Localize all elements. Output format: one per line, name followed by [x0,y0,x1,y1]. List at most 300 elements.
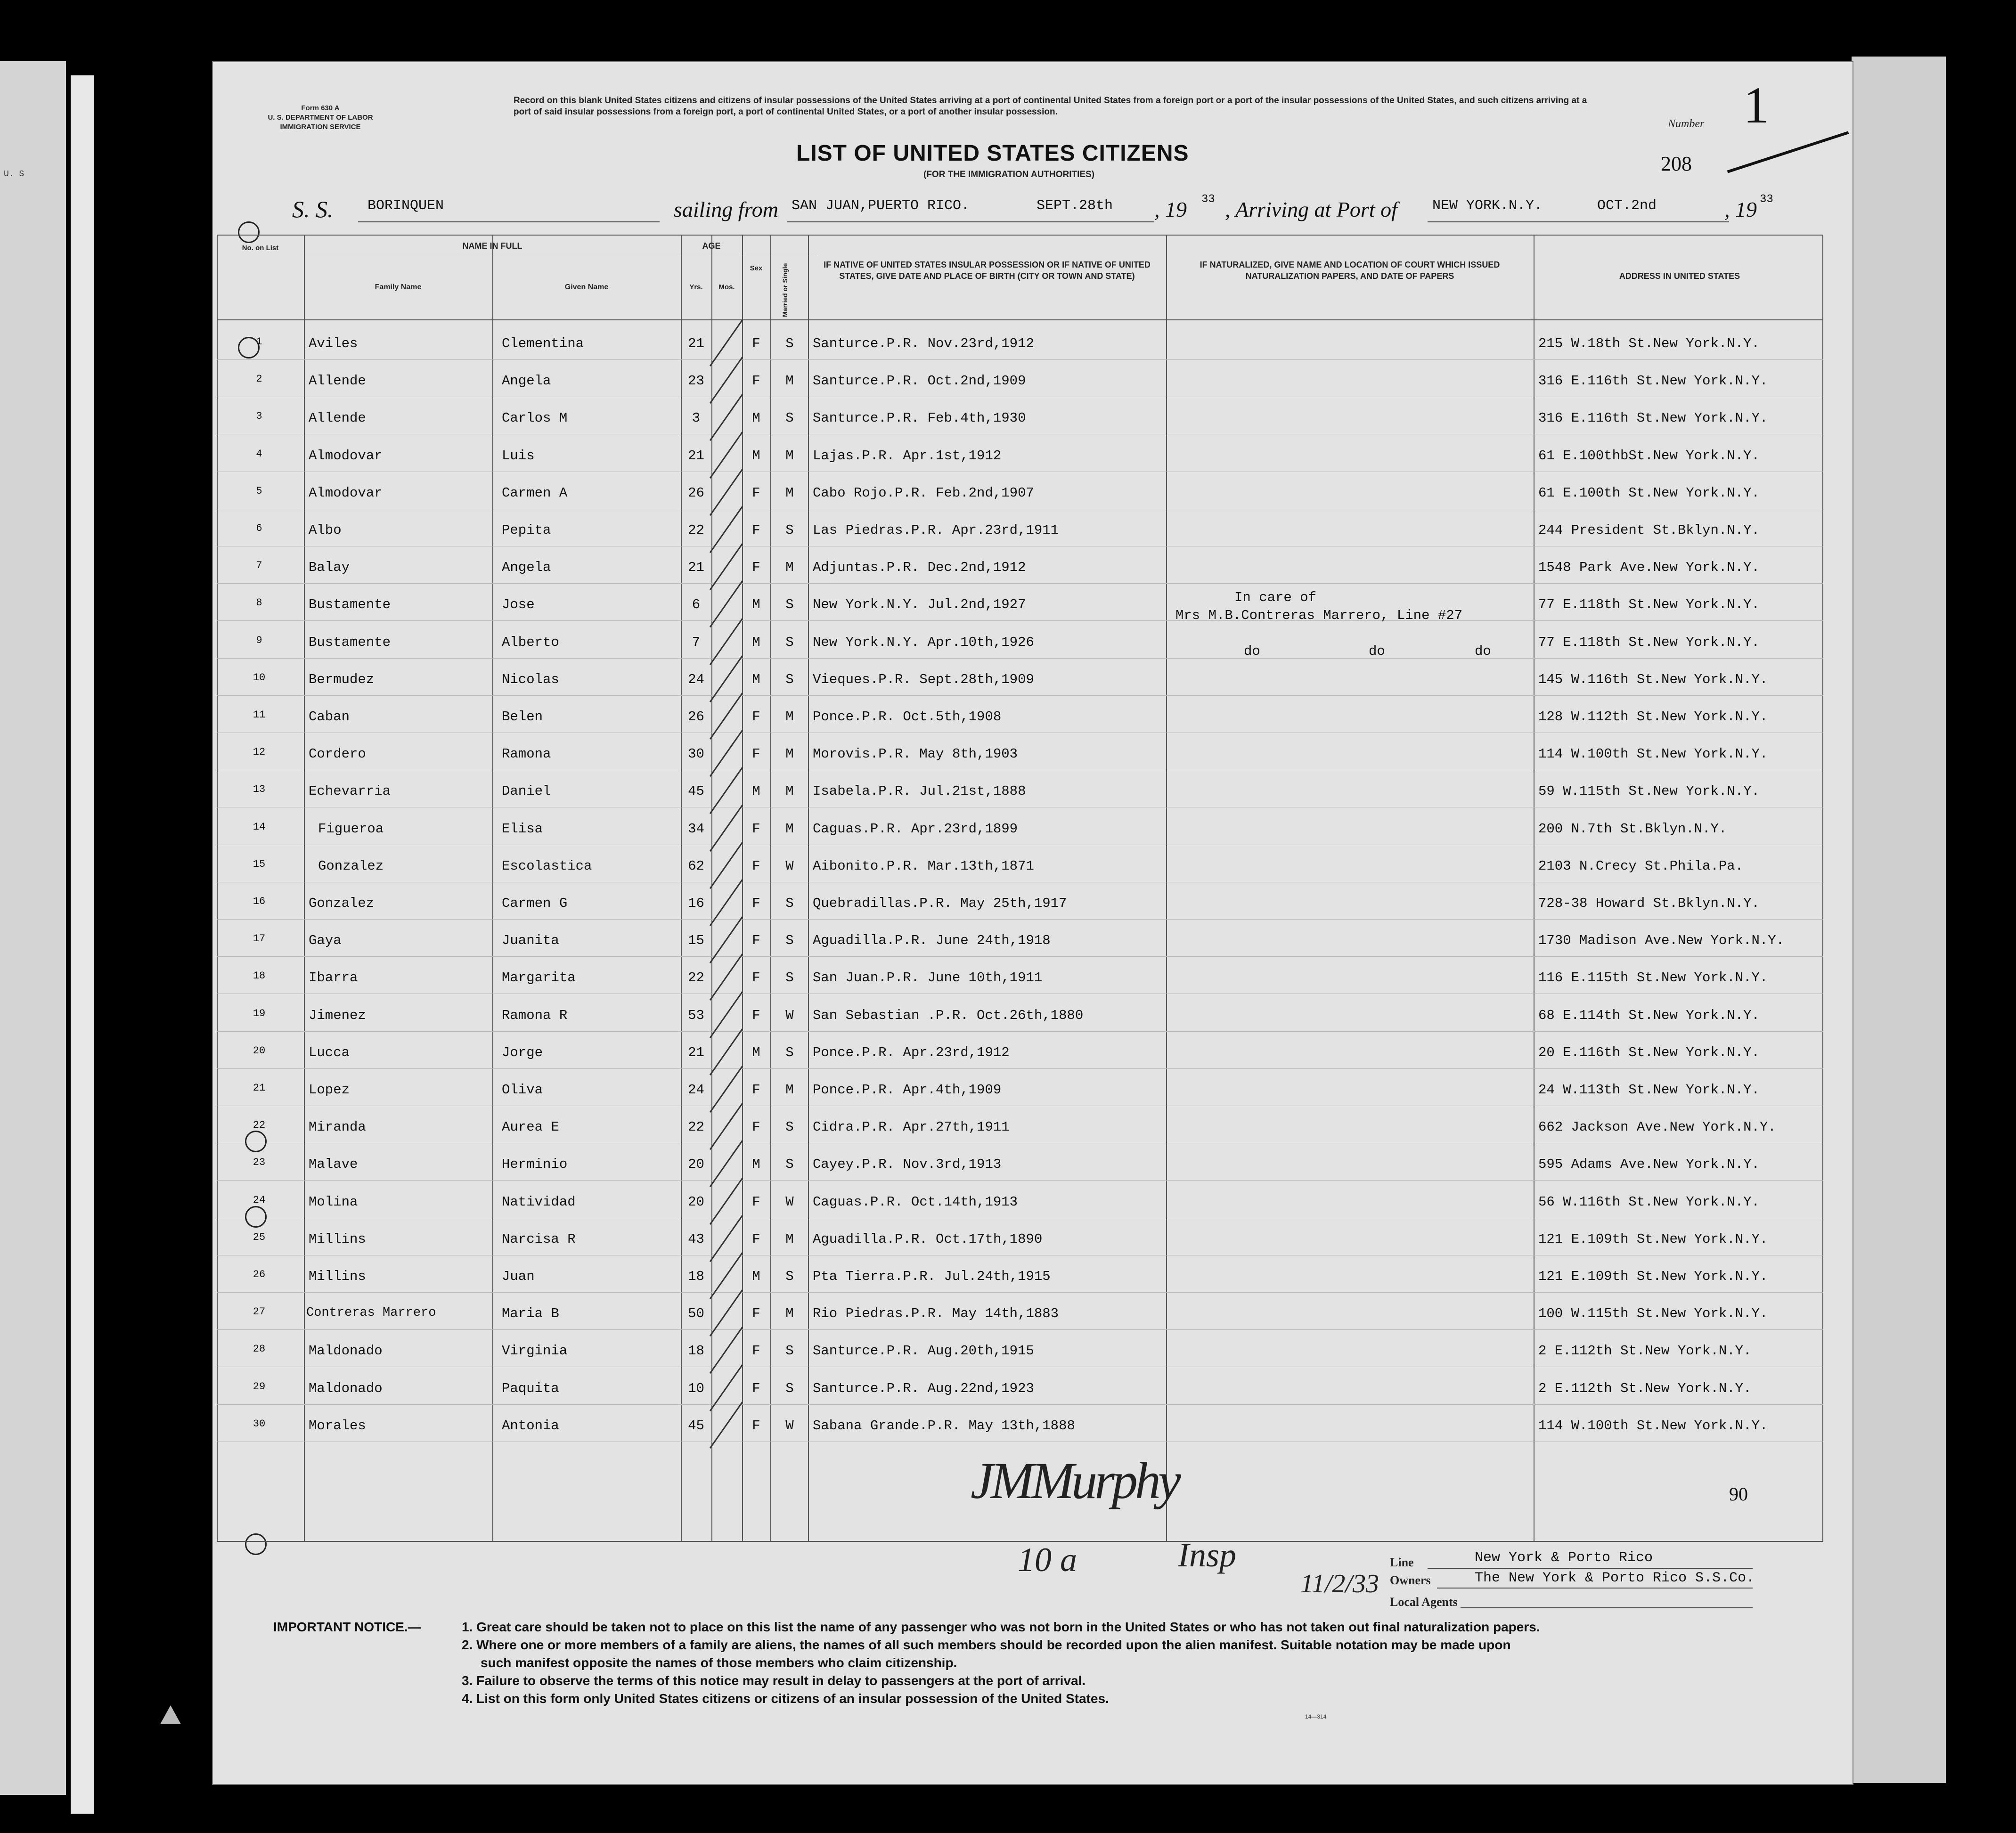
us-address: 1548 Park Ave.New York.N.Y. [1538,560,1760,576]
owners-underline [1437,1588,1753,1589]
row-number: 18 [253,970,266,982]
age-years: 21 [688,1044,704,1060]
us-address: 61 E.100thbSt.New York.N.Y. [1538,448,1760,464]
birth-place-date: Cidra.P.R. Apr.27th,1911 [813,1119,1010,1135]
header-naturalization: IF NATURALIZED, GIVE NAME AND LOCATION OF COURT WHICH ISSUED NATURALIZATION PAPERS, AND DATE OF PAPERS [1200,260,1500,281]
line-underline [1428,1568,1753,1569]
binding-hole [141,367,163,389]
check-mark [710,319,743,367]
header-bottom-border [217,319,1823,320]
given-name: Ramona [502,746,551,762]
header-years: Yrs. [689,283,703,291]
sex: F [752,1194,760,1210]
us-address: 200 N.7th St.Bklyn.N.Y. [1538,821,1727,837]
age-years: 7 [692,634,701,650]
birth-place-date: Adjuntas.P.R. Dec.2nd,1912 [813,560,1026,576]
row-number: 2 [256,373,262,385]
marital-status: M [785,783,794,799]
age-years: 22 [688,1119,704,1135]
owners-label: Owners [1390,1573,1431,1587]
birth-place-date: Caguas.P.R. Apr.23rd,1899 [813,821,1018,837]
row-number: 3 [256,410,262,423]
row-number: 23 [253,1157,266,1169]
sex: F [752,858,760,874]
row-number: 8 [256,597,262,609]
age-years: 21 [688,448,704,464]
sex: F [752,1082,760,1098]
sex: F [752,821,760,837]
header-name-in-full: NAME IN FULL [462,241,522,251]
us-address: 244 President St.Bklyn.N.Y. [1538,522,1760,538]
table-top-border [217,235,1823,236]
binding-hole [141,1531,163,1553]
age-years: 45 [688,1418,704,1434]
handwritten-date: 11/2/33 [1300,1569,1379,1598]
handwritten-inspected: Insp [1178,1536,1236,1574]
table-row [217,821,1823,849]
birth-place-date: Quebradillas.P.R. May 25th,1917 [813,896,1067,911]
birth-place-date: Cabo Rojo.P.R. Feb.2nd,1907 [813,485,1034,501]
sex: F [752,746,760,762]
header-months: Mos. [718,283,735,291]
birth-place-date: Las Piedras.P.R. Apr.23rd,1911 [813,522,1059,538]
table-row [217,448,1823,476]
us-address: 77 E.118th St.New York.N.Y. [1538,634,1760,650]
departure-port: SAN JUAN,PUERTO RICO. [792,198,970,214]
departure-underline [787,221,1154,222]
age-years: 53 [688,1007,704,1023]
family-name: Contreras Marrero [306,1306,436,1320]
marital-status: M [785,821,794,837]
notice-item-3: 3. Failure to observe the terms of this notice may result in delay to passengers at the port of arrival. [462,1673,1086,1688]
given-name: Pepita [502,522,551,538]
sex: F [752,560,760,576]
previous-page-edge [0,61,66,1795]
age-years: 16 [688,896,704,911]
us-address: 728-38 Howard St.Bklyn.N.Y. [1538,896,1760,911]
arrival-port: NEW YORK.N.Y. [1432,198,1543,214]
age-years: 24 [688,1082,704,1098]
binding-hole [141,1027,163,1049]
table-row [217,336,1823,364]
form-identifier [250,104,391,132]
age-years: 30 [688,746,704,762]
table-row [217,1343,1823,1371]
sex: M [752,1044,760,1060]
age-years: 6 [692,597,701,613]
sex: M [752,671,760,687]
row-number: 5 [256,485,262,497]
age-years: 21 [688,336,704,351]
birth-place-date: Santurce.P.R. Nov.23rd,1912 [813,336,1034,351]
row-number: 20 [253,1044,266,1057]
table-row [217,1082,1823,1110]
marital-status: M [785,709,794,725]
sex: M [752,783,760,799]
table-row [217,1045,1823,1073]
care-of-label: In care of [1234,590,1317,605]
sex: F [752,1418,760,1434]
family-name: Lopez [309,1082,350,1098]
marital-status: S [785,933,794,949]
marital-status: S [785,597,794,613]
marital-status: S [785,970,794,986]
care-of-name: Mrs M.B.Contreras Marrero, Line #27 [1175,608,1463,623]
sex: F [752,1306,760,1322]
family-name: Jimenez [309,1007,366,1023]
family-name: Gonzalez [318,858,384,874]
number-label: Number [1668,118,1705,130]
row-number: 9 [256,634,262,646]
given-name: Virginia [502,1343,568,1359]
us-address: 595 Adams Ave.New York.N.Y. [1538,1157,1760,1173]
row-number: 29 [253,1380,266,1393]
notice-item-2: 2. Where one or more members of a family are aliens, the names of all such members should be recorded upon the alien manifest. Suitable notation may be made upon [462,1637,1511,1652]
ditto-mark: do [1475,644,1491,659]
marital-status: S [785,1119,794,1135]
family-name: Caban [309,709,350,725]
age-years: 18 [688,1269,704,1284]
header-address: ADDRESS IN UNITED STATES [1619,271,1740,281]
given-name: Aurea E [502,1119,559,1135]
birth-place-date: Morovis.P.R. May 8th,1903 [813,746,1018,762]
marital-status: S [785,896,794,911]
marital-status: S [785,522,794,538]
sex: F [752,1343,760,1359]
given-name: Juanita [502,933,559,949]
table-row [217,746,1823,774]
us-address: 116 E.115th St.New York.N.Y. [1538,970,1768,986]
header-married-single: Married or Single [781,263,789,317]
family-name: Albo [309,522,342,538]
table-row [217,485,1823,513]
age-years: 34 [688,821,704,837]
table-row [217,635,1823,663]
age-years: 50 [688,1306,704,1322]
header-no-on-list: No. on List [242,244,279,252]
row-number: 10 [253,671,266,684]
marital-status: S [785,1157,794,1173]
given-name: Jose [502,597,535,613]
row-number: 14 [253,821,266,833]
handwritten-time: 10 a [1018,1541,1077,1579]
age-years: 3 [692,410,701,426]
sex: M [752,634,760,650]
row-number: 4 [256,448,262,460]
departure-year-prefix: , 19 [1154,197,1187,221]
given-name: Nicolas [502,671,559,687]
family-name: Morales [309,1418,366,1434]
us-address: 2 E.112th St.New York.N.Y. [1538,1343,1752,1359]
row-number: 30 [253,1418,266,1430]
birth-place-date: Lajas.P.R. Apr.1st,1912 [813,448,1002,464]
us-address: 316 E.116th St.New York.N.Y. [1538,410,1768,426]
given-name: Angela [502,373,551,389]
form-number: Form 630 A [301,104,340,112]
birth-place-date: New York.N.Y. Jul.2nd,1927 [813,597,1026,613]
sex: M [752,597,760,613]
given-name: Luis [502,448,535,464]
age-years: 15 [688,933,704,949]
local-agents-label: Local Agents [1390,1595,1458,1609]
marital-status: S [785,1269,794,1284]
notice-item-1: 1. Great care should be taken not to place on this list the name of any passenger who was not born in the United States or who has not taken out final naturalization papers. [462,1620,1540,1634]
family-name: Bustamente [309,597,391,613]
marital-status: W [785,1007,794,1023]
table-row [217,1008,1823,1036]
marital-status: S [785,671,794,687]
family-name: Bermudez [309,671,375,687]
notice-item-4: 4. List on this form only United States citizens or citizens of an insular possession of the United States. [462,1691,1109,1706]
us-address: 121 E.109th St.New York.N.Y. [1538,1269,1768,1284]
table-row [217,1194,1823,1222]
birth-place-date: Aguadilla.P.R. June 24th,1918 [813,933,1051,949]
family-name: Maldonado [309,1343,383,1359]
row-number: 11 [253,709,266,721]
header-birth: IF NATIVE OF UNITED STATES INSULAR POSSESSION OR IF NATIVE OF UNITED STATES, GIVE DATE AND PLACE OF BIRTH (CITY OR TOWN AND STATE) [824,260,1151,281]
marital-status: M [785,560,794,576]
family-name: Lucca [309,1044,350,1060]
given-name: Daniel [502,783,551,799]
birth-place-date: Aibonito.P.R. Mar.13th,1871 [813,858,1034,874]
birth-place-date: Santurce.P.R. Aug.20th,1915 [813,1343,1034,1359]
binding-hole [141,1149,163,1171]
sex: M [752,1269,760,1284]
notice-item-2-continued: such manifest opposite the names of those members who claim citizenship. [481,1655,957,1670]
table-row [217,970,1823,998]
marital-status: M [785,1306,794,1322]
us-address: 2103 N.Crecy St.Phila.Pa. [1538,858,1744,874]
family-name: Malave [309,1157,358,1173]
given-name: Oliva [502,1082,543,1098]
page-title: LIST OF UNITED STATES CITIZENS [796,141,1189,166]
us-address: 1730 Madison Ave.New York.N.Y. [1538,933,1785,949]
table-row [217,1157,1823,1185]
row-number: 13 [253,783,266,796]
birth-place-date: Aguadilla.P.R. Oct.17th,1890 [813,1231,1043,1247]
marital-status: S [785,1044,794,1060]
row-number: 22 [253,1119,266,1132]
age-years: 18 [688,1343,704,1359]
form-service: IMMIGRATION SERVICE [280,123,361,131]
ditto-mark: do [1244,644,1260,659]
age-years: 21 [688,560,704,576]
form-department: U. S. DEPARTMENT OF LABOR [268,114,373,122]
birth-place-date: Isabela.P.R. Jul.21st,1888 [813,783,1026,799]
binding-hole [151,1649,172,1670]
age-years: 24 [688,671,704,687]
age-years: 23 [688,373,704,389]
table-row [217,672,1823,700]
us-address: 2 E.112th St.New York.N.Y. [1538,1380,1752,1396]
family-name: Allende [309,410,366,426]
row-number: 19 [253,1007,266,1019]
arrival-year-suffix: 33 [1760,193,1773,206]
previous-page-mark: U. S [4,170,24,179]
row-number: 26 [253,1269,266,1280]
family-name: Bustamente [309,634,391,650]
age-years: 43 [688,1231,704,1247]
marital-status: S [785,410,794,426]
row-number: 6 [256,522,262,534]
ship-underline [358,221,660,222]
birth-place-date: Santurce.P.R. Feb.4th,1930 [813,410,1026,426]
given-name: Narcisa R [502,1231,576,1247]
family-name: Almodovar [309,448,383,464]
binding-strip [71,75,94,1814]
sex: F [752,896,760,911]
family-name: Miranda [309,1119,366,1135]
table-row [217,858,1823,887]
row-number: 28 [253,1343,266,1355]
table-row [217,933,1823,961]
passenger-count: 90 [1729,1483,1748,1505]
page-subtitle: (FOR THE IMMIGRATION AUTHORITIES) [923,170,1095,179]
line-value: New York & Porto Rico [1475,1550,1653,1566]
us-address: 662 Jackson Ave.New York.N.Y. [1538,1119,1776,1135]
sex: M [752,410,760,426]
family-name: Gaya [309,933,342,949]
sex: F [752,1231,760,1247]
marital-status: W [785,858,794,874]
family-name: Balay [309,560,350,576]
birth-place-date: Rio Piedras.P.R. May 14th,1883 [813,1306,1059,1322]
birth-place-date: San Sebastian .P.R. Oct.26th,1880 [813,1007,1084,1023]
given-name: Maria B [502,1306,559,1322]
sex: F [752,1119,760,1135]
line-label: Line [1390,1556,1414,1569]
given-name: Paquita [502,1380,559,1396]
arriving-label: , Arriving at Port of [1225,197,1397,221]
row-number: 1 [256,336,262,348]
given-name: Elisa [502,821,543,837]
sex: F [752,933,760,949]
age-years: 62 [688,858,704,874]
sex: F [752,373,760,389]
us-address: 68 E.114th St.New York.N.Y. [1538,1007,1760,1023]
corner-triangle-icon [160,1705,181,1724]
row-number: 27 [253,1306,266,1318]
age-years: 10 [688,1380,704,1396]
marital-status: S [785,634,794,650]
sex: M [752,1157,760,1173]
sex: F [752,709,760,725]
agents-underline [1461,1607,1753,1608]
birth-place-date: Ponce.P.R. Apr.4th,1909 [813,1082,1002,1098]
family-name: Allende [309,373,366,389]
birth-place-date: San Juan.P.R. June 10th,1911 [813,970,1043,986]
family-name: Aviles [309,336,358,351]
row-number: 15 [253,858,266,870]
sex: F [752,336,760,351]
arrival-underline [1428,221,1729,222]
family-name: Echevarria [309,783,391,799]
given-name: Margarita [502,970,576,986]
table-row [217,896,1823,924]
binding-hole [141,1272,163,1294]
table-row [217,1119,1823,1148]
row-number: 24 [253,1194,266,1206]
header-family-name: Family Name [375,283,422,291]
header-age: AGE [702,241,721,251]
given-name: Clementina [502,336,584,351]
birth-place-date: Vieques.P.R. Sept.28th,1909 [813,671,1034,687]
table-row [217,522,1823,551]
marital-status: W [785,1418,794,1434]
us-address: 316 E.116th St.New York.N.Y. [1538,373,1768,389]
marital-status: S [785,1380,794,1396]
arrival-date: OCT.2nd [1597,198,1657,214]
family-name: Gonzalez [309,896,375,911]
sex: M [752,448,760,464]
family-name: Figueroa [318,821,384,837]
marital-status: M [785,448,794,464]
us-address: 61 E.100th St.New York.N.Y. [1538,485,1760,501]
table-row [217,783,1823,812]
birth-place-date: Cayey.P.R. Nov.3rd,1913 [813,1157,1002,1173]
form-instructions: Record on this blank United States citizens and citizens of insular possessions of the United States arriving at a port of continental United States from a foreign port or a port of the insular possessions of the United States, and such citizens arriving at a port of said insular possessions from a foreign port, a port of continental United States, or a port of another insular possession. [514,96,1587,117]
table-row [217,1381,1823,1409]
given-name: Alberto [502,634,559,650]
sailing-from-label: sailing from [674,197,778,221]
table-row [217,1418,1823,1446]
given-name: Carlos M [502,410,568,426]
given-name: Natividad [502,1194,576,1210]
header-sex: Sex [750,264,763,272]
sex: F [752,1380,760,1396]
us-address: 100 W.115th St.New York.N.Y. [1538,1306,1768,1322]
sex: F [752,970,760,986]
age-years: 45 [688,783,704,799]
marital-status: M [785,746,794,762]
table-row [217,1231,1823,1260]
age-years: 26 [688,485,704,501]
page-number: 208 [1661,152,1692,175]
us-address: 215 W.18th St.New York.N.Y. [1538,336,1760,351]
ditto-mark: do [1369,644,1385,659]
arrival-year-prefix: , 19 [1724,197,1757,221]
binding-hole [141,1394,163,1416]
marital-status: M [785,485,794,501]
us-address: 77 E.118th St.New York.N.Y. [1538,597,1760,613]
us-address: 128 W.112th St.New York.N.Y. [1538,709,1768,725]
departure-date: SEPT.28th [1037,198,1113,214]
us-address: 145 W.116th St.New York.N.Y. [1538,671,1768,687]
passenger-table [217,235,1823,1542]
marital-status: S [785,1343,794,1359]
row-number: 16 [253,896,266,907]
departure-year-suffix: 33 [1201,193,1215,206]
binding-hole [141,603,163,625]
age-years: 20 [688,1194,704,1210]
given-name: Jorge [502,1044,543,1060]
table-row [217,1269,1823,1297]
birth-place-date: Santurce.P.R. Aug.22nd,1923 [813,1380,1034,1396]
marital-status: W [785,1194,794,1210]
us-address: 114 W.100th St.New York.N.Y. [1538,746,1768,762]
ss-label: S. S. [292,196,334,222]
given-name: Herminio [502,1157,568,1173]
given-name: Ramona R [502,1007,568,1023]
ship-name: BORINQUEN [367,198,444,214]
notice-heading: IMPORTANT NOTICE.— [273,1620,421,1634]
us-address: 114 W.100th St.New York.N.Y. [1538,1418,1768,1434]
us-address: 24 W.113th St.New York.N.Y. [1538,1082,1760,1098]
header-given-name: Given Name [564,283,609,291]
inspector-signature: JMMurphy [971,1452,1178,1509]
table-row [217,709,1823,737]
family-name: Millins [309,1269,366,1284]
